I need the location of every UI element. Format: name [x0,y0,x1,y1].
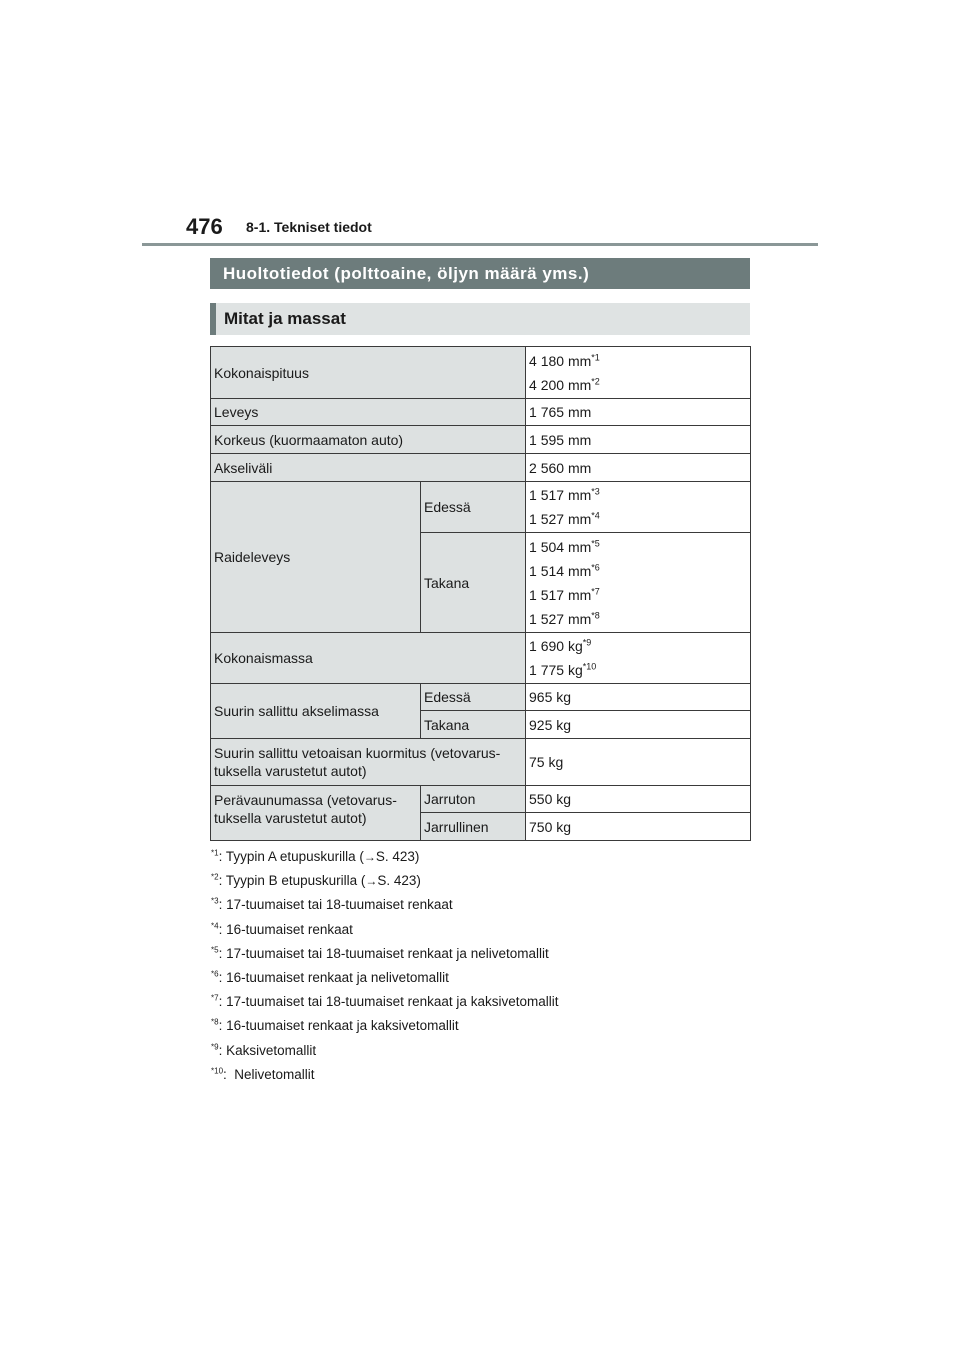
value-text: 4 180 mm [529,352,592,369]
label-line: tuksella varustetut autot) [214,763,367,779]
row-value [526,633,751,684]
footnote-mark: *6 [591,561,600,572]
footnote-mark: *5 [211,945,219,955]
footnote-mark: *8 [211,1017,219,1027]
table-row [211,347,751,399]
footnote-mark: *1 [211,848,219,858]
row-value: 1 765 mm [526,399,751,426]
table-row [211,426,751,454]
value-text: 1 517 mm [529,586,592,603]
value-text: 1 775 kg [529,662,583,678]
row-label: Leveys [211,399,526,426]
page-reference[interactable]: S. 423) [377,873,421,889]
sub-label: Takana [421,711,526,739]
footnote-mark: *6 [211,969,219,979]
footnote-mark: *10 [582,661,597,672]
arrow-right-icon: → [365,874,378,889]
footnote-text: : 17-tuumaiset tai 18-tuumaiset renkaat ja kaksivetomallit [218,994,559,1010]
row-label: Akseliväli [211,454,526,482]
value-text: 1 527 mm [529,610,592,627]
footnote-mark: *9 [582,637,592,648]
label-line: Suurin sallittu vetoaisan kuormitus (vetovarus- [214,745,501,761]
footnote [211,991,558,1015]
footnote-mark: *9 [211,1042,219,1051]
table-row [211,786,751,813]
footnote-mark: *3 [591,486,600,497]
footnote [211,870,558,894]
footnote-mark: *7 [591,585,600,596]
footnote [211,1015,558,1039]
footnote-mark: *4 [591,510,600,521]
subsection-title: Mitat ja massat [210,303,750,335]
table-row [211,454,751,482]
footnote-mark: *2 [591,375,600,386]
row-label [211,786,421,841]
chapter-title: 8-1. Tekniset tiedot [246,219,372,235]
footnote [211,943,558,967]
footnote-text: : 16-tuumaiset renkaat ja nelivetomallit [218,969,449,985]
row-label: Raideleveys [211,482,421,633]
arrow-right-icon: → [363,850,376,864]
footnote [211,919,558,943]
label-line: Perävaunumassa (vetovarus- [214,792,397,808]
section-title: Huoltotiedot (polttoaine, öljyn määrä yms.) [210,258,750,289]
footnote-mark: *10 [211,1066,224,1076]
footnote-mark: *2 [211,872,219,882]
footnote-text: : Tyypin B etupuskurilla ( [218,873,366,889]
footnote-mark: *4 [211,921,219,931]
footnote [211,846,558,870]
value-text: 4 200 mm [529,376,592,393]
footnote-mark: *7 [211,993,219,1003]
footnote-text: : Nelivetomallit [223,1066,315,1082]
value-text: 1 504 mm [529,538,592,555]
row-label [211,739,526,786]
footnote [211,894,558,918]
footnote-text: : Tyypin A etupuskurilla ( [218,849,364,864]
footnote [211,1040,558,1064]
table-row [211,633,751,684]
footnote-text: : Kaksivetomallit [218,1042,317,1058]
row-label: Suurin sallittu akselimassa [211,684,421,739]
row-value: 75 kg [526,739,751,786]
footnote-mark: *5 [591,537,600,548]
footnote-mark: *3 [211,896,219,906]
table-row [211,739,751,786]
sub-label: Edessä [421,684,526,711]
footnote [211,1064,558,1088]
footnote-text: : 17-tuumaiset tai 18-tuumaiset renkaat [218,897,453,913]
footnote-mark: *1 [591,351,600,362]
table-row [211,482,751,533]
row-value [526,533,751,633]
header-rule [142,243,818,246]
footnote [211,967,558,991]
page-reference[interactable]: S. 423) [375,849,420,864]
row-value [526,347,751,399]
row-value [526,482,751,533]
sub-label: Takana [421,533,526,633]
row-value: 965 kg [526,684,751,711]
dimensions-table [210,346,751,841]
row-label: Korkeus (kuormaamaton auto) [211,426,526,454]
footnote-mark: *8 [591,609,600,620]
value-text: 1 517 mm [529,487,592,503]
footnotes [211,846,558,1088]
row-value: 550 kg [526,786,751,813]
table-row [211,399,751,426]
value-text: 1 527 mm [529,511,592,527]
page-number: 476 [186,214,223,239]
footnote-text: : 16-tuumaiset renkaat ja kaksivetomallit [218,1018,459,1034]
value-text: 1 514 mm [529,562,592,579]
footnote-text: : 16-tuumaiset renkaat [218,921,353,937]
sub-label: Edessä [421,482,526,533]
sub-label: Jarruton [421,786,526,813]
sub-label: Jarrullinen [421,813,526,841]
label-line: tuksella varustetut autot) [214,810,367,826]
row-label: Kokonaispituus [211,347,526,399]
row-value: 1 595 mm [526,426,751,454]
footnote-text: : 17-tuumaiset tai 18-tuumaiset renkaat ja nelivetomallit [218,945,549,961]
row-value: 750 kg [526,813,751,841]
row-value: 925 kg [526,711,751,739]
row-value: 2 560 mm [526,454,751,482]
row-label: Kokonaismassa [211,633,526,684]
value-text: 1 690 kg [529,638,583,654]
table-row [211,684,751,711]
